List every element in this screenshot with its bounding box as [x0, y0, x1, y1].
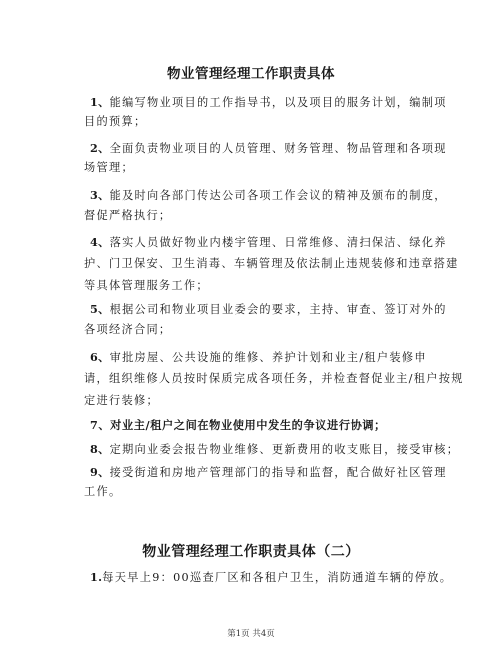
item-text: 定进行装修；	[84, 394, 159, 407]
item-number: 1.	[90, 570, 103, 584]
item-number: 2、	[90, 141, 110, 155]
item-text: 目的预算；	[84, 115, 147, 128]
item-text: 根据公司和物业项目业委会的要求，主持、审查、签订对外的	[109, 303, 447, 316]
item-text: 请，组织维修人员按时保质完成各项任务，并检查督促业主/租户按规	[84, 372, 464, 385]
item-text: 落实人员做好物业内楼宇管理、日常维修、清扫保洁、绿化养	[109, 236, 447, 249]
item-number: 6、	[90, 350, 110, 364]
item-text: 接受街道和房地产管理部门的指导和监督，配合做好社区管理	[109, 466, 447, 479]
item-text: 督促严格执行；	[84, 209, 172, 222]
document-title: 物业管理经理工作职责具体	[167, 66, 335, 82]
item-number: 3、	[90, 188, 110, 202]
item-text: 能编写物业项目的工作指导书，以及项目的服务计划，编制项	[109, 96, 447, 109]
item-text: 等具体管理服务工作；	[84, 279, 209, 292]
item-number: 5、	[90, 302, 110, 316]
item-number: 9、	[90, 465, 110, 479]
item-number: 8、	[90, 442, 110, 456]
item-text: 护、门卫保安、卫生消毒、车辆管理及依法制止违规装修和违章搭建	[84, 257, 459, 270]
item-number: 7、	[90, 418, 111, 432]
item-text: 全面负责物业项目的人员管理、财务管理、物品管理和各项现	[109, 142, 447, 155]
item-text: 对业主/租户之间在物业使用中发生的争议进行协调；	[110, 418, 386, 432]
item-text: 每天早上9：00巡查厂区和各租户卫生，消防通道车辆的停放。	[102, 571, 453, 584]
page-footer: 第1页 共4页	[227, 629, 275, 639]
item-text: 场管理；	[84, 161, 134, 174]
section-title: 物业管理经理工作职责具体（二）	[142, 544, 360, 560]
item-text: 审批房屋、公共设施的维修、养护计划和业主/租户装修申	[109, 351, 427, 364]
item-text: 定期向业委会报告物业维修、更新费用的收支账目，接受审核；	[109, 443, 460, 456]
item-number: 1、	[90, 95, 110, 109]
item-text: 工作。	[84, 485, 122, 498]
item-number: 4、	[90, 235, 110, 249]
item-text: 能及时向各部门传达公司各项工作会议的精神及颁布的制度，	[109, 189, 447, 202]
item-text: 各项经济合同；	[84, 323, 172, 336]
